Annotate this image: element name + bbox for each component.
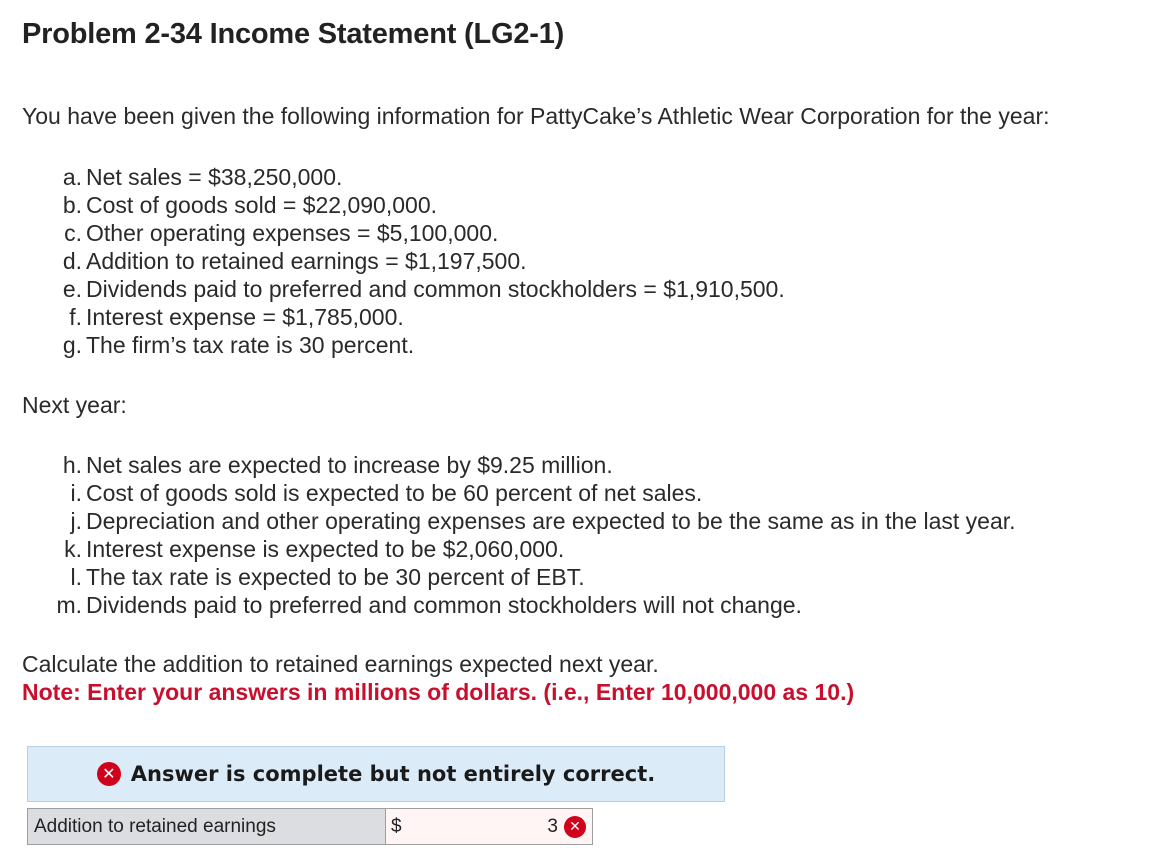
list-item bbox=[0, 163, 785, 191]
item-text: Cost of goods sold = $22,090,000. bbox=[86, 192, 438, 218]
item-label: c. bbox=[64, 220, 82, 246]
list-item bbox=[0, 247, 785, 275]
item-label: h. bbox=[62, 452, 82, 478]
list-item bbox=[0, 507, 1016, 535]
problem-intro: You have been given the following information for PattyCake’s Athletic Wear Corporation for the year: bbox=[22, 103, 1050, 129]
list-item bbox=[0, 303, 785, 331]
list-item bbox=[0, 563, 1016, 591]
item-label: a. bbox=[62, 164, 82, 190]
item-label: e. bbox=[62, 276, 82, 302]
item-label: k. bbox=[64, 536, 82, 562]
note-text: Note: Enter your answers in millions of dollars. (i.e., Enter 10,000,000 as 10.) bbox=[22, 679, 855, 705]
answer-input[interactable] bbox=[386, 809, 592, 844]
list-item bbox=[0, 479, 1016, 507]
current-year-list bbox=[0, 163, 785, 359]
x-circle-icon: ✕ bbox=[97, 762, 121, 786]
item-text: Net sales are expected to increase by $9.25 million. bbox=[86, 452, 613, 478]
item-text: The firm’s tax rate is 30 percent. bbox=[86, 332, 415, 358]
list-item bbox=[0, 451, 1016, 479]
answer-status-banner bbox=[27, 746, 725, 802]
instruction-text: Calculate the addition to retained earnings expected next year. bbox=[22, 651, 659, 677]
item-text: Dividends paid to preferred and common stockholders will not change. bbox=[86, 592, 802, 618]
item-text: Interest expense is expected to be $2,060,000. bbox=[86, 536, 565, 562]
list-item bbox=[0, 591, 1016, 619]
answer-value: 3 bbox=[547, 815, 558, 837]
list-item bbox=[0, 535, 1016, 563]
list-item bbox=[0, 275, 785, 303]
item-text: Interest expense = $1,785,000. bbox=[86, 304, 404, 330]
item-text: Cost of goods sold is expected to be 60 percent of net sales. bbox=[86, 480, 703, 506]
item-label: j. bbox=[70, 508, 82, 534]
next-year-heading: Next year: bbox=[22, 392, 127, 418]
answer-row bbox=[27, 808, 593, 845]
item-label: g. bbox=[62, 332, 82, 358]
answer-status-text: Answer is complete but not entirely correct. bbox=[130, 762, 656, 786]
list-item bbox=[0, 219, 785, 247]
answer-row-label: Addition to retained earnings bbox=[28, 809, 386, 844]
next-year-list bbox=[0, 451, 1016, 619]
x-circle-icon: ✕ bbox=[564, 816, 586, 838]
item-label: i. bbox=[70, 480, 82, 506]
list-item bbox=[0, 331, 785, 359]
item-label: m. bbox=[56, 592, 82, 618]
item-text: Other operating expenses = $5,100,000. bbox=[86, 220, 499, 246]
item-label: f. bbox=[69, 304, 82, 330]
problem-title: Problem 2-34 Income Statement (LG2-1) bbox=[22, 18, 565, 50]
item-text: The tax rate is expected to be 30 percent of EBT. bbox=[86, 564, 585, 590]
item-label: l. bbox=[70, 564, 82, 590]
currency-symbol: $ bbox=[391, 815, 402, 837]
item-text: Dividends paid to preferred and common stockholders = $1,910,500. bbox=[86, 276, 785, 302]
item-text: Net sales = $38,250,000. bbox=[86, 164, 343, 190]
item-text: Depreciation and other operating expenses are expected to be the same as in the last year. bbox=[86, 508, 1016, 534]
item-label: b. bbox=[62, 192, 82, 218]
item-label: d. bbox=[62, 248, 82, 274]
list-item bbox=[0, 191, 785, 219]
item-text: Addition to retained earnings = $1,197,500. bbox=[86, 248, 527, 274]
